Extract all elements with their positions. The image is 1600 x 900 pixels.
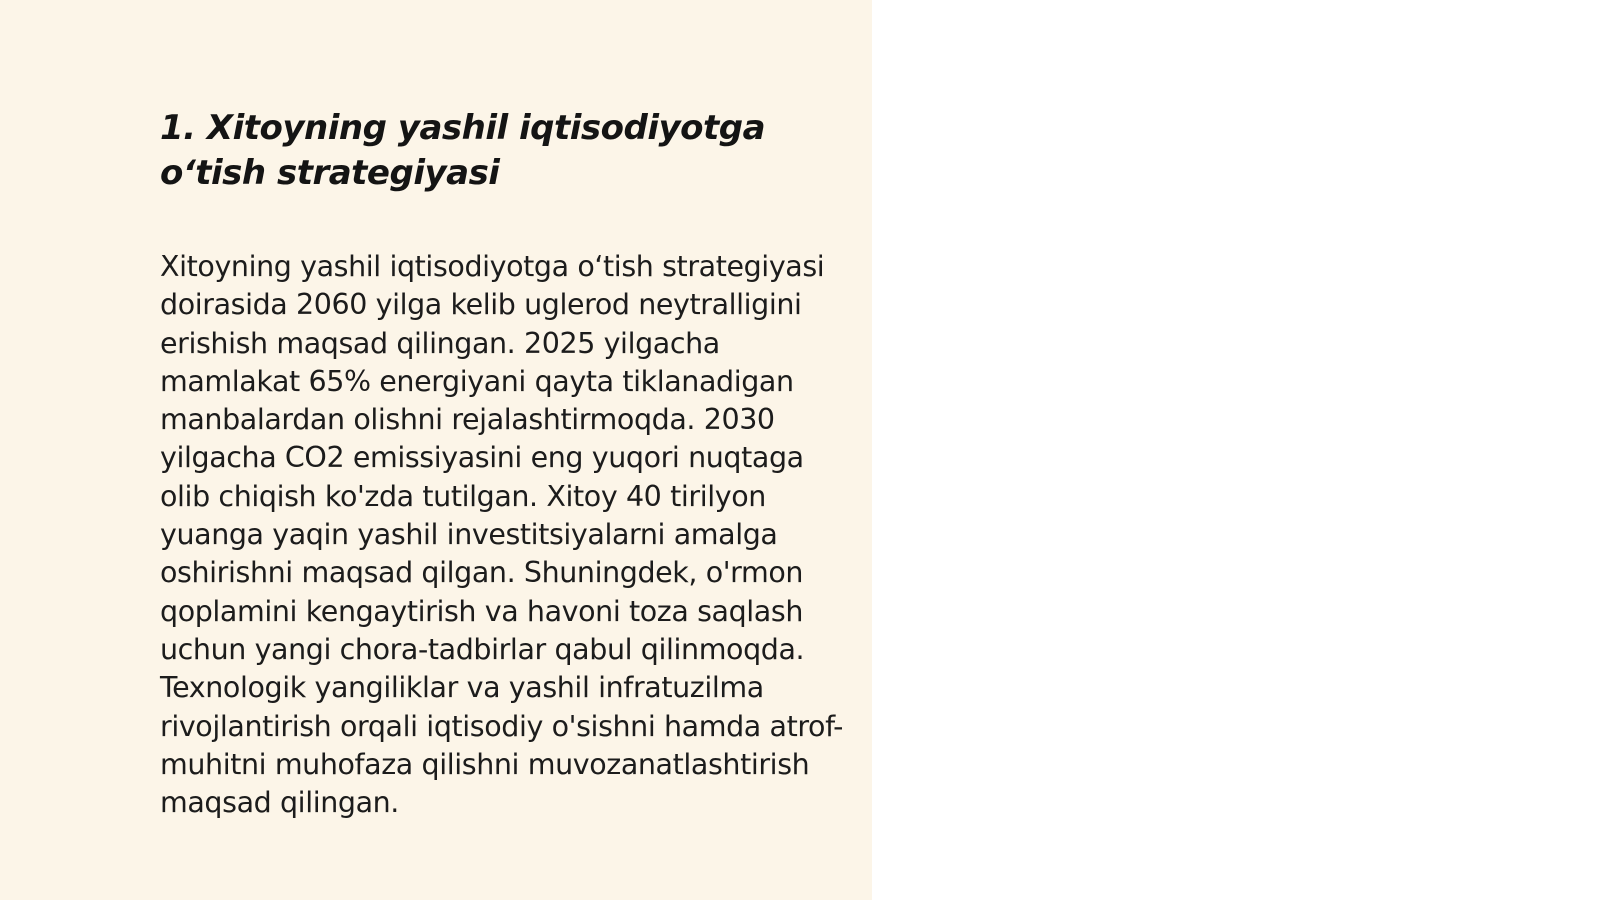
blank-panel bbox=[872, 0, 1600, 900]
slide-body-text: Xitoyning yashil iqtisodiyotga o‘tish strategiyasi doirasida 2060 yilga kelib uglerod neytralligini erishish maqsad qilingan. 2025 yilgacha mamlakat 65% energiyani qayta tiklanadigan manbalardan olishni rejalashtirmoqda. 2030 yilgacha CO2 emissiyasini eng yuqori nuqtaga olib chiqish ko'zda tutilgan. Xitoy 40 tirilyon yuanga yaqin yashil investitsiyalarni amalga oshirishni maqsad qilgan. Shuningdek, o'rmon qoplamini kengaytirish va havoni toza saqlash uchun yangi chora-tadbirlar qabul qilinmoqda. Texnologik yangiliklar va yashil infratuzilma rivojlantirish orqali iqtisodiy o'sishni hamda atrof-muhitni muhofaza qilishni muvozanatlashtirish maqsad qilingan. bbox=[160, 250, 844, 820]
slide-content bbox=[160, 106, 850, 822]
slide-title: 1. Xitoyning yashil iqtisodiyotga o‘tish strategiyasi bbox=[160, 108, 766, 193]
